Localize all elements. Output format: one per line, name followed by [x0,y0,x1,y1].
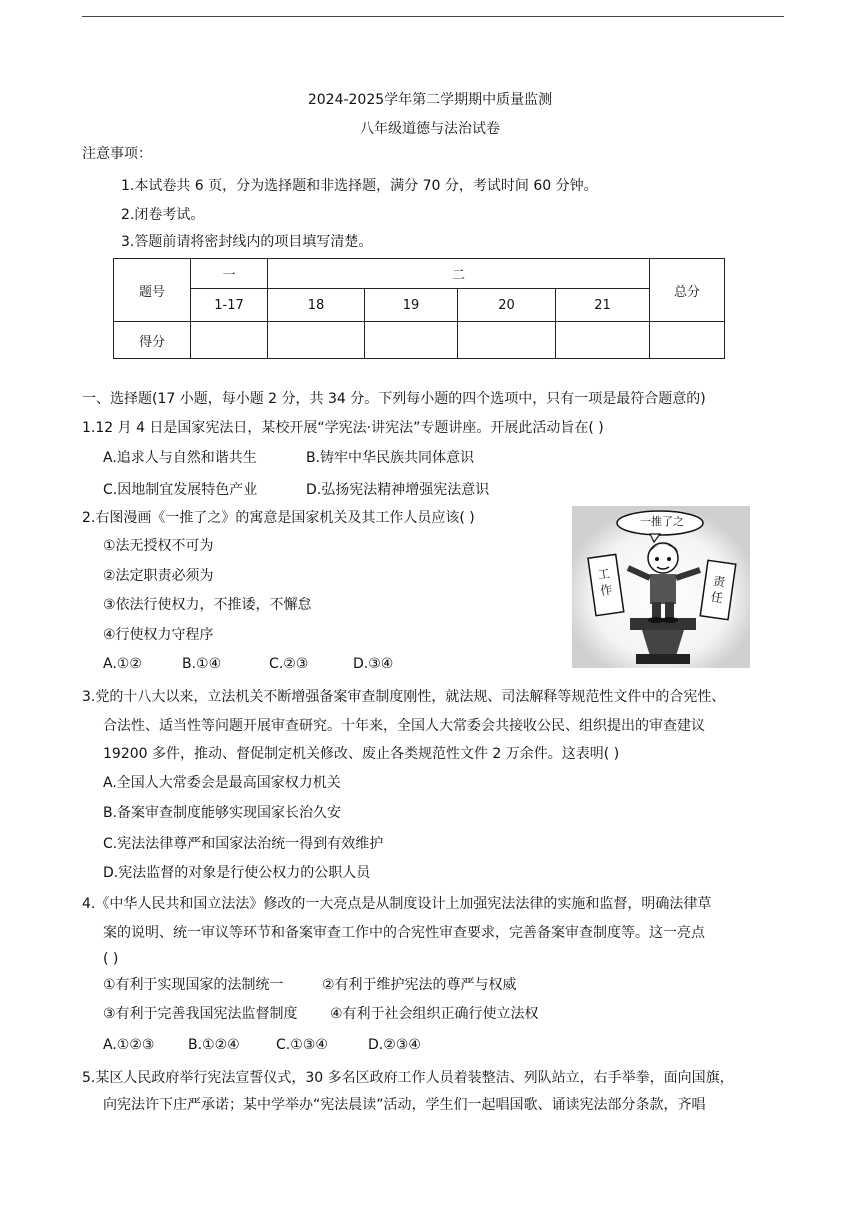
q3-option-d: D.宪法监督的对象是行使公权力的公职人员 [103,865,371,881]
notice-item-1: 1.本试卷共 6 页，分为选择题和非选择题，满分 70 分，考试时间 60 分钟。 [121,178,598,194]
score-cell[interactable] [458,322,556,359]
q2-option-b: B.①④ [182,656,222,672]
cartoon-illustration [572,506,750,668]
q3-stem-line-3: 19200 多件，推动、督促制定机关修改、废止各类规范性文件 2 万余件。这表明( ) [103,746,620,762]
q4-option-a: A.①②③ [103,1037,155,1053]
notice-item-3: 3.答题前请将密封线内的项目填写清楚。 [121,234,373,250]
q2-option-c: C.②③ [269,656,309,672]
score-table-part2: 二 [268,259,650,289]
exam-subtitle: 八年级道德与法治试卷 [360,121,500,137]
section1-heading: 一、选择题(17 小题，每小题 2 分，共 34 分。下列每小题的四个选项中，只有一项是最符合题意的) [82,391,706,407]
score-table-part1: 一 [191,259,268,289]
score-table-col-21: 21 [556,289,650,322]
score-cell[interactable] [556,322,650,359]
score-cell[interactable] [268,322,365,359]
q1-option-a: A.追求人与自然和谐共生 [103,450,257,466]
q4-item-4: ④有利于社会组织正确行使立法权 [330,1006,539,1022]
score-table-col-1-17: 1-17 [191,289,268,322]
score-cell[interactable] [650,322,725,359]
q2-option-d: D.③④ [353,656,394,672]
cartoon-left-doc-label: 工作 [596,566,614,598]
score-table-row-label: 得分 [114,322,191,359]
q4-item-1: ①有利于实现国家的法制统一 [103,977,284,993]
q2-item-4: ④行使权力守程序 [103,627,214,643]
notice-heading: 注意事项： [82,146,152,162]
q4-option-b: B.①②④ [188,1037,240,1053]
q4-item-2: ②有利于维护宪法的尊严与权威 [322,977,517,993]
q3-stem-line-1: 3.党的十八大以来，立法机关不断增强备案审查制度刚性，就法规、司法解释等规范性文件中的合宪性、 [82,689,726,705]
q1-option-c: C.因地制宜发展特色产业 [103,482,258,498]
q4-stem-line-1: 4.《中华人民共和国立法法》修改的一大亮点是从制度设计上加强宪法法律的实施和监督，明确法律草 [82,896,712,912]
notice-item-2: 2.闭卷考试。 [121,207,205,223]
score-table-header-label: 题号 [114,259,191,322]
score-cell[interactable] [365,322,458,359]
q1-option-d: D.弘扬宪法精神增强宪法意识 [306,482,490,498]
q2-item-1: ①法无授权不可为 [103,538,214,554]
score-table [113,258,725,359]
score-table-col-18: 18 [268,289,365,322]
q4-option-d: D.②③④ [368,1037,421,1053]
top-rule [82,16,784,17]
q2-item-2: ②法定职责必须为 [103,568,214,584]
cartoon-bubble-text: 一推了之 [640,515,684,528]
q2-item-3: ③依法行使权力，不推诿，不懈怠 [103,597,312,613]
q3-stem-line-2: 合法性、适当性等问题开展审查研究。十年来，全国人大常委会共接收公民、组织提出的审查建议 [103,718,705,734]
exam-title: 2024-2025学年第二学期期中质量监测 [307,92,553,108]
q2-option-a: A.①② [103,656,142,672]
q4-stem-line-2: 案的说明、统一审议等环节和备案审查工作中的合宪性审查要求，完善备案审查制度等。这一亮点 [103,925,705,941]
q2-stem: 2.右图漫画《一推了之》的寓意是国家机关及其工作人员应该( ) [82,510,475,526]
q5-stem-line-1: 5.某区人民政府举行宪法宣誓仪式，30 多名区政府工作人员着装整洁、列队站立，右手举拳，面向国旗， [82,1070,734,1086]
score-table-col-20: 20 [458,289,556,322]
q4-stem-line-3: ( ) [103,951,119,967]
q3-option-c: C.宪法法律尊严和国家法治统一得到有效维护 [103,836,384,852]
score-table-col-19: 19 [365,289,458,322]
q3-option-b: B.备案审查制度能够实现国家长治久安 [103,805,342,821]
q4-option-c: C.①③④ [276,1037,328,1053]
q1-stem: 1.12 月 4 日是国家宪法日，某校开展“学宪法·讲宪法”专题讲座。开展此活动旨在( ) [82,420,604,436]
q3-option-a: A.全国人大常委会是最高国家权力机关 [103,775,341,791]
score-table-total: 总分 [650,259,725,322]
cartoon-right-doc-label: 责任 [709,574,727,606]
q5-stem-line-2: 向宪法许下庄严承诺；某中学举办“宪法晨读”活动，学生们一起唱国歌、诵读宪法部分条款，齐唱 [103,1097,706,1113]
score-cell[interactable] [191,322,268,359]
q4-item-3: ③有利于完善我国宪法监督制度 [103,1006,298,1022]
q1-option-b: B.铸牢中华民族共同体意识 [306,450,475,466]
